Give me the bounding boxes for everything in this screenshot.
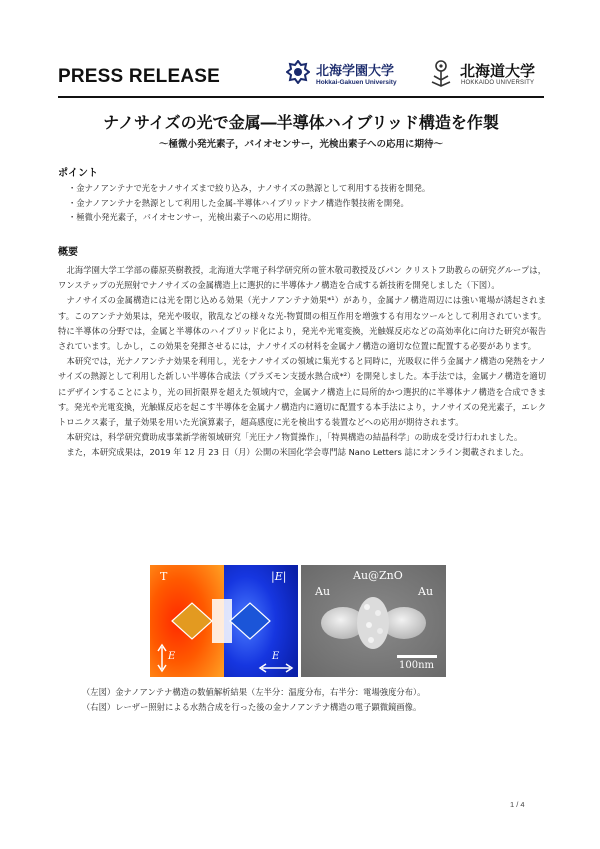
list-item: ・極微小発光素子，バイオセンサー，光検出素子への応用に期待。: [68, 212, 317, 222]
hokkaido-university-logo: [428, 58, 548, 92]
caption-right: （右図）レーザー照射による水熱合成を行った後の金ナノアンテナ構造の電子顕微鏡画像。: [82, 702, 422, 712]
press-release-title: PRESS RELEASE: [58, 66, 221, 87]
au-label-right: Au: [418, 585, 434, 598]
e-field-arrow-label-horizontal: E: [272, 651, 280, 662]
page-subtitle: ～極微小発光素子，バイオセンサー，光検出素子への応用に期待～: [158, 139, 444, 150]
simulation-figure: [150, 565, 298, 677]
summary-paragraph: 本研究では，光ナノアンテナ効果を利用し，光をナノサイズの領域に集光すると同時に，光吸収に伴う金属ナノ構造の発熱をナノサイズの熱源として利用した新しい半導体合成法（プラズモン支援水熱合成*²）を開発しました。本手法では，金属ナノ構造を適切にデザインすることにより，光の回折限界を超えた領域内で，金属ナノ構造上に局所的かつ選択的に半導体ナノ構造を合成できます。発光や光電変換，光触媒反応を起こす半導体を金属ナノ構造内に適切に配置する本手法により，ナノサイズの発光素子，エレクトロニクス素子，量子効果を用いた光演算素子，超高感度に光を検出する装置などへの応用が期待されます。: [58, 356, 546, 428]
hokkaido-university-name-jp: 北海道大学: [460, 62, 536, 80]
temperature-label: T: [160, 570, 168, 583]
caption-left: （左図）金ナノアンテナ構造の数値解析結果（左半分：温度分布，右半分：電場強度分布）。: [82, 687, 426, 697]
figure: [150, 565, 446, 677]
list-item: ・金ナノアンテナを熱源として利用した金属-半導体ハイブリッドナノ構造作製技術を開発。: [68, 197, 409, 208]
figure-captions: [82, 685, 552, 715]
field-label: |E|: [271, 570, 287, 583]
au-label-left: Au: [315, 585, 331, 598]
hokkai-gakuen-name-en: Hokkai-Gakuen University: [316, 79, 397, 86]
hokkai-gakuen-emblem-icon: [286, 60, 310, 84]
page-number: 1 / 4: [510, 800, 525, 809]
summary-paragraph: また，本研究成果は，2019 年 12 月 23 日（月）公開の米国化学会専門誌 Nano Letters 誌にオンライン掲載されました。: [66, 447, 529, 458]
e-field-arrow-label-vertical: E: [168, 651, 176, 662]
header-divider: [58, 96, 544, 98]
points-heading: ポイント: [58, 168, 98, 179]
list-item: ・金ナノアンテナで光をナノサイズまで絞り込み，ナノサイズの熱源として利用する技術を開発。: [68, 183, 431, 193]
header: [58, 52, 544, 96]
electron-micrograph: [301, 565, 446, 677]
summary-paragraph: 北海学園大学工学部の藤原英樹教授，北海道大学電子科学研究所の笹木敬司教授及びパン クリストフ助教らの研究グループは，ワンステップの光照射でナノサイズの金属構造上に選択的に半導体ナノ構造を合成する新技術を開発しました（下図）。: [58, 265, 546, 291]
hokkai-gakuen-logo: [286, 60, 410, 92]
points-list: [68, 181, 548, 225]
hokkaido-university-emblem-icon: [428, 58, 454, 88]
summary-paragraph: ナノサイズの金属構造には光を閉じ込める効果（光ナノアンテナ効果*¹）があり，金属ナノ構造周辺には強い電場が誘起されます。このアンテナ効果は，発光や吸収，散乱などの様々な光-物質間の相互作用を増強する有用なツールとして利用されています。特に半導体の分野では，金属と半導体のハイブリッド化により，発光や光電変換，光触媒反応などの高効率化に向けた研究が報告されています。しかし，この効果を発揮させるには，ナノサイズの材料を金属ナノ構造の適切な位置に配置する必要があります。: [58, 295, 546, 352]
hokkai-gakuen-name-jp: 北海学園大学: [316, 64, 395, 79]
hokkaido-university-name-en: HOKKAIDO UNIVERSITY: [461, 80, 535, 86]
scale-bar-label: 100nm: [399, 660, 435, 671]
summary-body: [58, 263, 546, 461]
page-title: ナノサイズの光で金属―半導体ハイブリッド構造を作製: [103, 113, 499, 132]
summary-heading: 概要: [58, 247, 78, 258]
au-zno-label: Au@ZnO: [353, 569, 403, 582]
summary-paragraph: 本研究は，科学研究費助成事業新学術領域研究「光圧ナノ物質操作」，「特異構造の結晶科学」の助成を受け行われました。: [66, 432, 523, 443]
